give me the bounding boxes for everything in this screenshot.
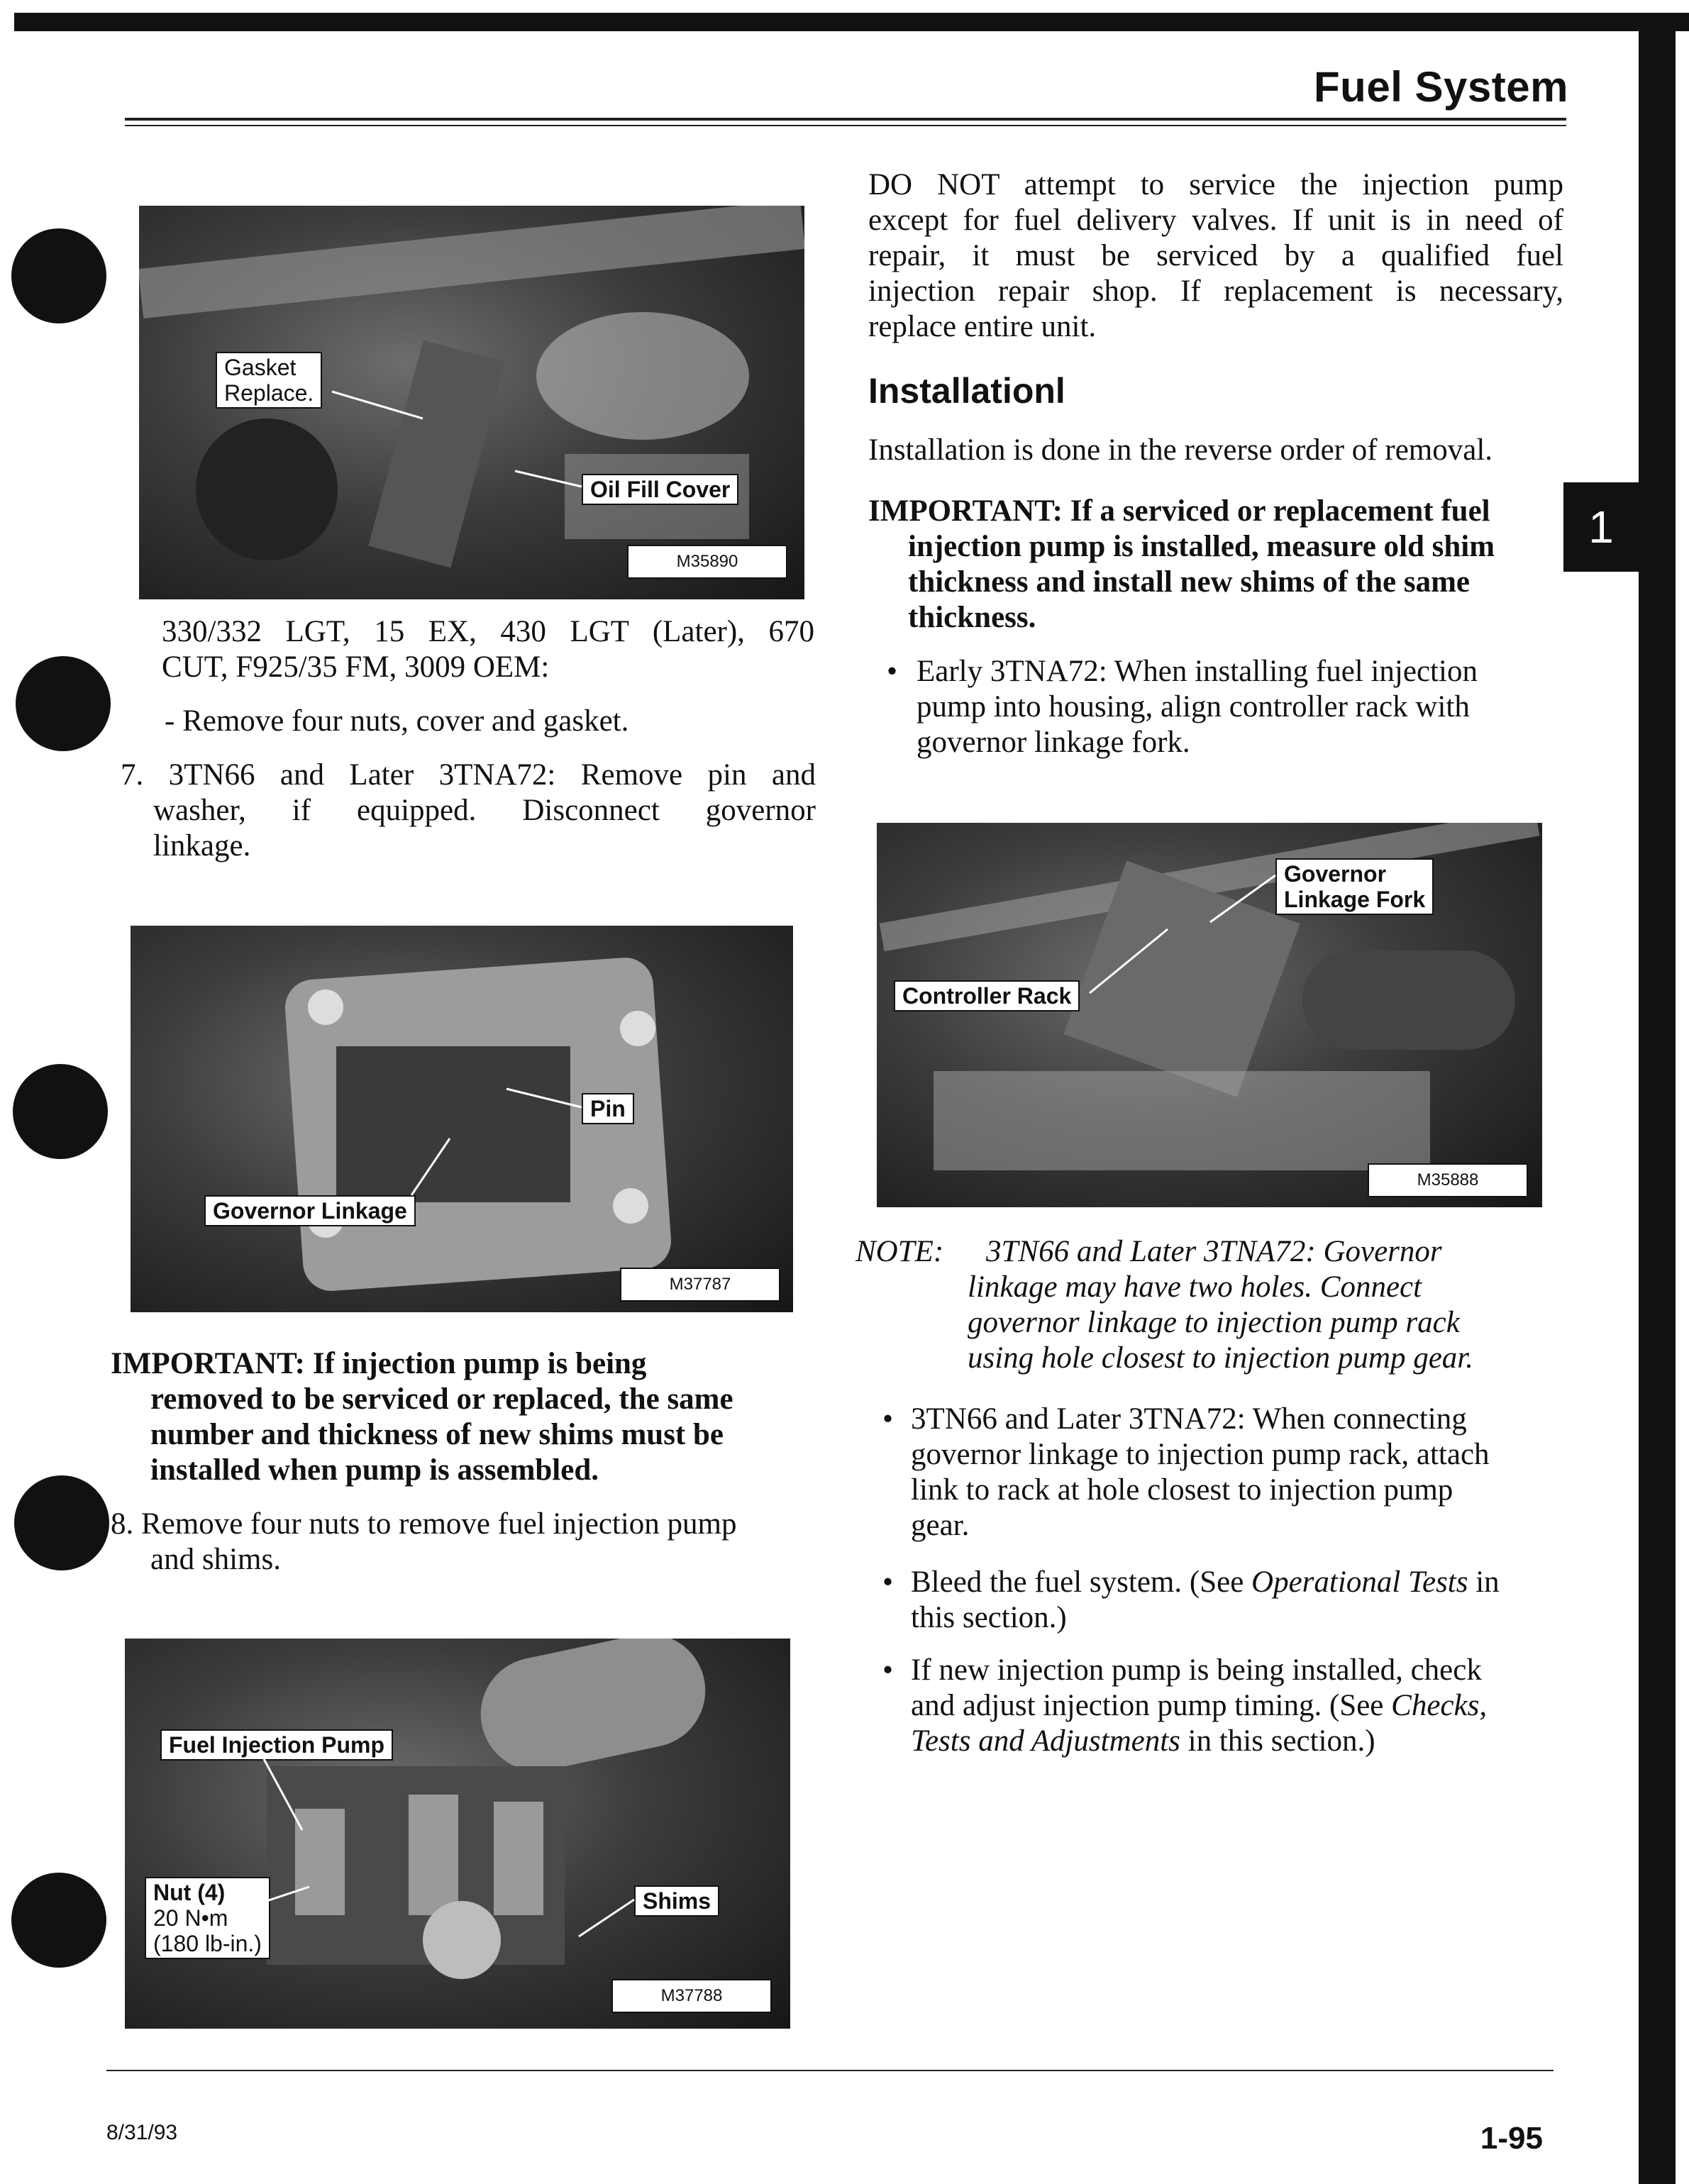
important-label: IMPORTANT: <box>111 1347 305 1380</box>
note-line4: using hole closest to injection pump gear. <box>968 1341 1474 1375</box>
photo-governor-linkage <box>131 926 793 1312</box>
note-label: NOTE: <box>855 1235 944 1268</box>
bullet-glyph: • <box>882 1402 894 1436</box>
leader-lines <box>139 206 804 599</box>
models-line1 <box>162 614 814 650</box>
bullet3-text-a: Bleed the fuel system. (See <box>911 1565 1252 1599</box>
page-title: Fuel System <box>1314 63 1568 111</box>
step-8-line1: 8. Remove four nuts to remove fuel injection pump <box>111 1507 737 1541</box>
footer-date: 8/31/93 <box>106 2121 178 2144</box>
bullet1-line1: Early 3TNA72: When installing fuel injection <box>917 655 1478 688</box>
important-note-right-line2: injection pump is installed, measure old shim <box>908 530 1495 563</box>
step-7-line2 <box>153 793 816 828</box>
binder-hole <box>13 1064 108 1159</box>
binder-hole <box>11 228 106 323</box>
important-left-text1: If injection pump is being <box>304 1347 647 1380</box>
checks-reference: Checks, <box>1391 1689 1488 1722</box>
models-line1-text: 330/332 LGT, 15 EX, 430 LGT (Later), 670 <box>162 615 814 648</box>
scan-right-border <box>1639 13 1676 2184</box>
callout-gasket-line1: Gasket <box>224 355 297 380</box>
footer-rule <box>106 2070 1554 2071</box>
operational-tests-reference: Operational Tests <box>1251 1565 1468 1599</box>
callout-fork-line2: Linkage Fork <box>1284 887 1426 912</box>
note-line3: governor linkage to injection pump rack <box>968 1306 1460 1339</box>
header-rule <box>125 118 1566 121</box>
intro-line3 <box>868 238 1563 274</box>
bullet2-line3: link to rack at hole closest to injection pump <box>911 1473 1453 1507</box>
leader-lines <box>131 926 793 1312</box>
callout-oil-fill-cover: Oil Fill Cover <box>582 474 738 505</box>
important-note-left-line1 <box>111 1346 646 1382</box>
callout-gasket-line2: Replace. <box>224 380 314 406</box>
step-7-line2-text: washer, if equipped. Disconnect governor <box>153 794 816 827</box>
bullet1-line3: governor linkage fork. <box>917 726 1190 759</box>
bullet2-line4: gear. <box>911 1509 970 1542</box>
callout-shims: Shims <box>634 1885 719 1917</box>
bullet4-line3 <box>911 1724 1375 1759</box>
bullet3-line2: this section.) <box>911 1601 1067 1634</box>
figure-code: M35890 <box>627 545 787 579</box>
leader-lines <box>877 823 1542 1207</box>
important-note-left-line3: number and thickness of new shims must be <box>150 1418 724 1451</box>
bullet4-text-a: and adjust injection pump timing. (See <box>911 1689 1392 1722</box>
chapter-tab: 1 <box>1563 482 1639 572</box>
step-7-line3: linkage. <box>153 829 251 863</box>
bullet4-line2 <box>911 1688 1487 1724</box>
callout-fork-line1: Governor <box>1284 861 1387 887</box>
figure-code: M35888 <box>1368 1163 1528 1197</box>
bullet3-text-b: in <box>1468 1565 1500 1599</box>
callout-fuel-injection-pump: Fuel Injection Pump <box>160 1729 393 1761</box>
installation-text: Installation is done in the reverse order of removal. <box>868 433 1493 467</box>
intro-line2-text: except for fuel delivery valves. If unit is in need of <box>868 204 1563 237</box>
bullet4-line1: If new injection pump is being installed, check <box>911 1653 1482 1687</box>
binder-hole <box>16 656 111 751</box>
intro-line1-text: DO NOT attempt to service the injection pump <box>868 168 1563 201</box>
step-8-line2: and shims. <box>150 1543 281 1576</box>
page-number: 1-95 <box>1480 2121 1543 2156</box>
important-note-left-line2: removed to be serviced or replaced, the same <box>150 1382 733 1416</box>
photo-fuel-injection-pump <box>125 1639 790 2029</box>
callout-pin: Pin <box>582 1093 634 1124</box>
step-7-line1-text: 7. 3TN66 and Later 3TNA72: Remove pin and <box>121 758 816 792</box>
tests-adjustments-reference: Tests and Adjustments <box>911 1724 1180 1758</box>
important-note-left-line4: installed when pump is assembled. <box>150 1453 599 1487</box>
figure-code: M37787 <box>620 1268 780 1302</box>
important-note-right-line1 <box>868 494 1490 529</box>
callout-controller-rack: Controller Rack <box>894 980 1080 1011</box>
intro-line3-text: repair, it must be serviced by a qualified fuel <box>868 239 1563 272</box>
bullet4-text-b: in this section.) <box>1180 1724 1375 1758</box>
note-line2: linkage may have two holes. Connect <box>968 1270 1422 1304</box>
models-line2: CUT, F925/35 FM, 3009 OEM: <box>162 650 550 684</box>
callout-nut-line2: 20 N•m <box>153 1905 228 1931</box>
important-note-right-line3: thickness and install new shims of the same <box>908 565 1471 599</box>
bullet1-line2: pump into housing, align controller rack with <box>917 690 1470 724</box>
callout-governor-linkage: Governor Linkage <box>204 1195 416 1226</box>
bullet-glyph: • <box>887 655 898 688</box>
bullet-glyph: • <box>882 1565 894 1599</box>
important-right-text1: If a serviced or replacement fuel <box>1062 494 1490 528</box>
bullet3-line1 <box>911 1565 1500 1600</box>
photo-controller-rack <box>877 823 1542 1207</box>
bullet2-line2: governor linkage to injection pump rack, attach <box>911 1438 1490 1471</box>
step-7-line1 <box>121 758 816 793</box>
note-line1: 3TN66 and Later 3TNA72: Governor <box>986 1235 1442 1268</box>
intro-line4-text: injection repair shop. If replacement is necessary, <box>868 275 1563 308</box>
photo-oil-fill-cover <box>139 206 804 599</box>
intro-line1 <box>868 167 1563 203</box>
callout-nut-line1: Nut (4) <box>153 1880 226 1905</box>
header-rule-thin <box>125 125 1566 126</box>
leader-lines <box>125 1639 790 2029</box>
scan-top-border <box>14 13 1689 31</box>
intro-line4 <box>868 274 1563 309</box>
intro-line5: replace entire unit. <box>868 310 1097 343</box>
bullet2-line1: 3TN66 and Later 3TNA72: When connecting <box>911 1402 1467 1436</box>
figure-code: M37788 <box>611 1979 772 2013</box>
installation-heading: Installationl <box>868 371 1065 411</box>
intro-line2 <box>868 203 1563 238</box>
binder-hole <box>14 1475 109 1570</box>
important-label: IMPORTANT: <box>868 494 1063 528</box>
important-note-right-line4: thickness. <box>908 601 1036 634</box>
remove-nuts-step: - Remove four nuts, cover and gasket. <box>165 704 629 738</box>
binder-hole <box>11 1873 106 1968</box>
callout-nut-line3: (180 lb-in.) <box>153 1931 262 1956</box>
bullet-glyph: • <box>882 1653 894 1687</box>
